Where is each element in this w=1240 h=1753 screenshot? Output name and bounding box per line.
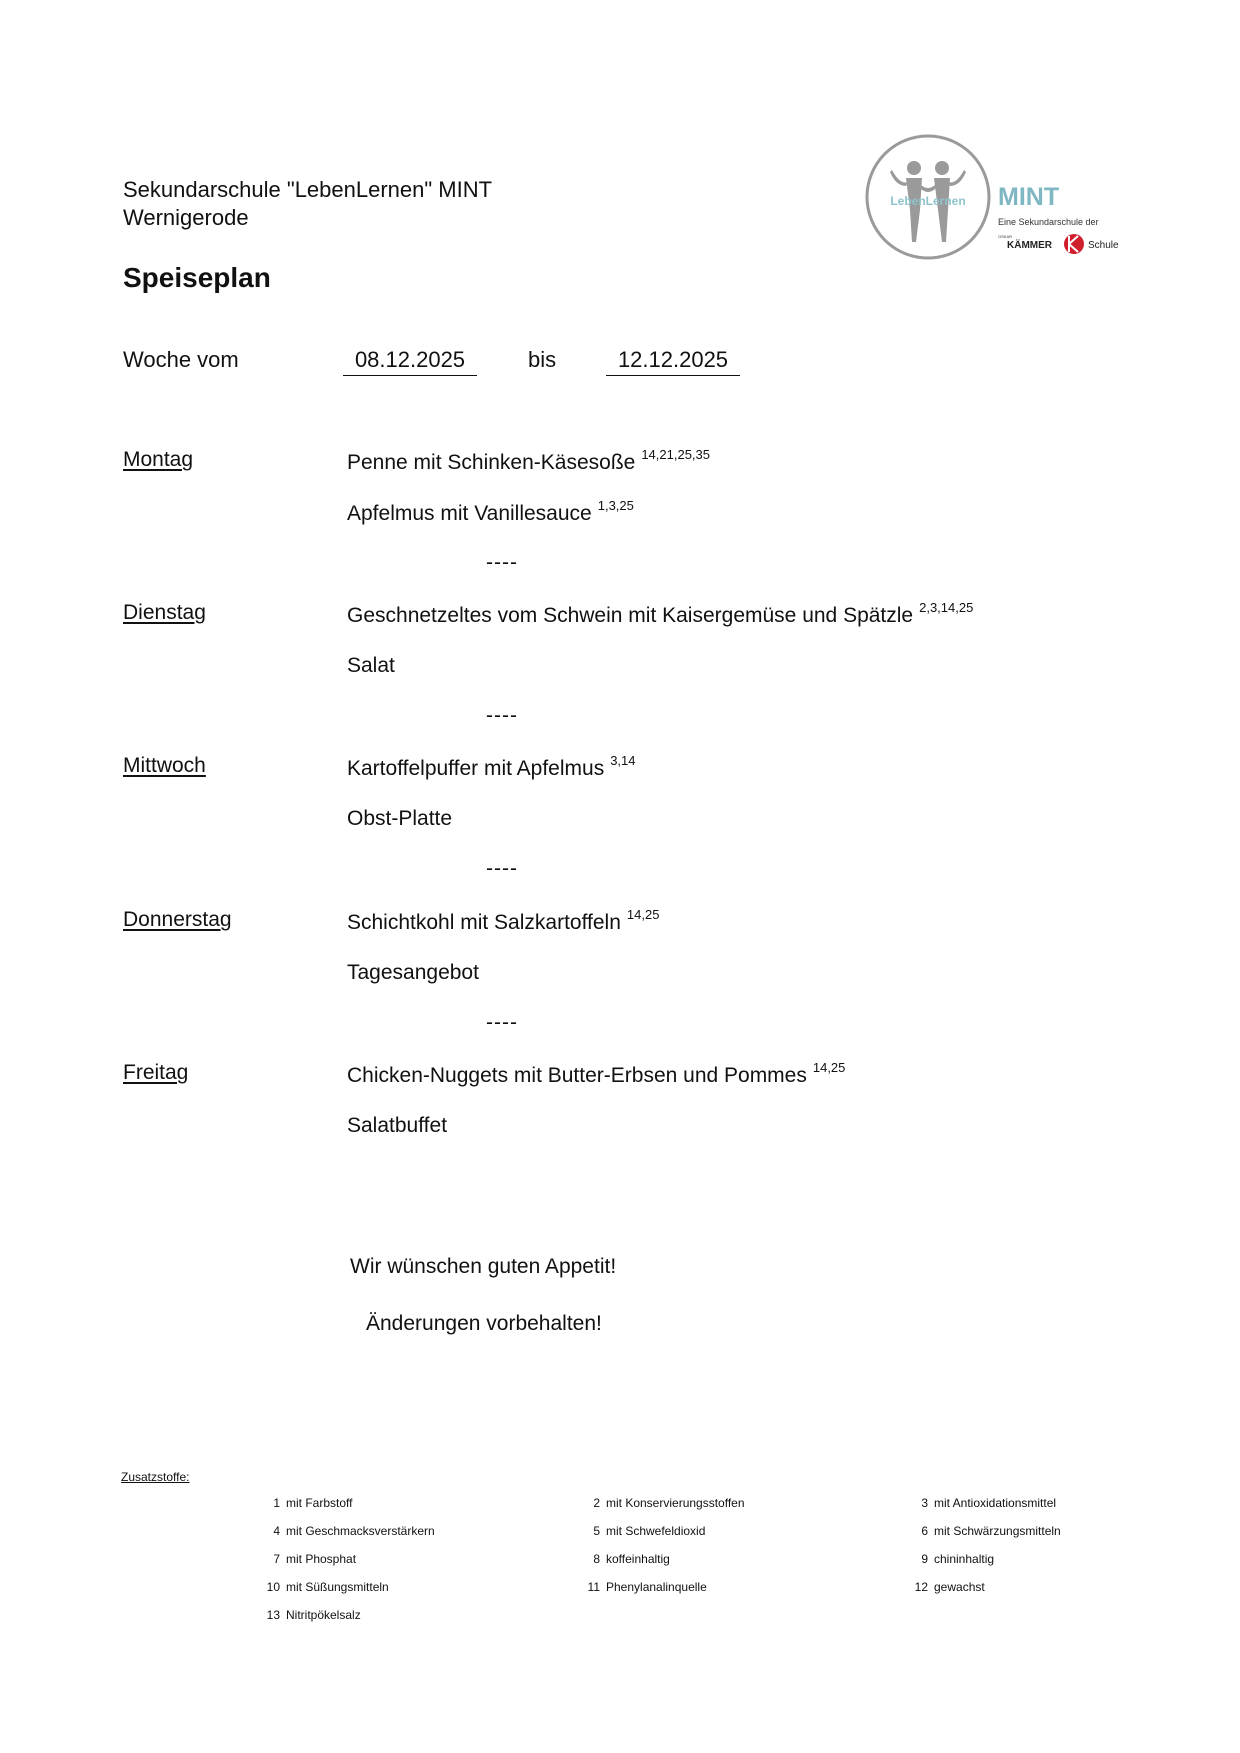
week-from-date: 08.12.2025 <box>343 347 477 376</box>
day-tuesday: Dienstag <box>123 601 206 624</box>
day-separator: ---- <box>486 857 518 880</box>
meal-wednesday-1 <box>347 753 636 781</box>
meal-friday-2 <box>347 1114 447 1138</box>
meal-text: Salat <box>347 654 395 677</box>
additive-item: 2 mit Konservierungsstoffen <box>593 1496 745 1510</box>
additive-item: 5 mit Schwefeldioxid <box>593 1524 706 1538</box>
meal-text: Chicken-Nuggets mit Butter-Erbsen und Pommes <box>347 1064 807 1087</box>
school-logo <box>862 130 1137 265</box>
allergen-codes: 14,25 <box>812 1060 846 1075</box>
additive-item: 4 mit Geschmacksverstärkern <box>273 1524 435 1538</box>
allergen-codes: 14,21,25,35 <box>641 447 711 462</box>
allergen-codes: 14,25 <box>626 907 660 922</box>
meal-text: Penne mit Schinken-Käsesoße <box>347 451 636 474</box>
meal-tuesday-2 <box>347 654 395 678</box>
additive-item: 8 koffeinhaltig <box>593 1552 670 1566</box>
day-friday: Freitag <box>123 1061 189 1084</box>
week-label: Woche vom <box>123 347 239 372</box>
logo-brand: MINT <box>998 183 1060 211</box>
additive-item: 12 gewachst <box>914 1580 985 1594</box>
logo-org: KÄMMER <box>1007 240 1052 251</box>
day-separator: ---- <box>486 704 518 727</box>
meal-text: Salatbuffet <box>347 1114 448 1137</box>
additive-item: 7 mit Phosphat <box>273 1552 357 1566</box>
day-wednesday: Mittwoch <box>123 754 206 777</box>
logo-k-icon <box>1064 234 1084 254</box>
meal-text: Obst-Platte <box>347 807 453 830</box>
meal-tuesday-1 <box>347 600 974 628</box>
meal-thursday-1 <box>347 907 660 935</box>
meal-monday-1 <box>347 447 711 475</box>
meal-text: Kartoffelpuffer mit Apfelmus <box>347 757 605 780</box>
meal-text: Tagesangebot <box>347 961 479 984</box>
week-to-label: bis <box>528 347 557 372</box>
additive-item: 3 mit Antioxidationsmittel <box>921 1496 1057 1510</box>
day-separator: ---- <box>486 551 518 574</box>
allergen-codes: 2,3,14,25 <box>919 600 974 615</box>
allergen-codes: 1,3,25 <box>597 498 634 513</box>
additives-title: Zusatzstoffe: <box>121 1470 190 1484</box>
additive-item: 1 mit Farbstoff <box>273 1496 353 1510</box>
school-name-line2: Wernigerode <box>123 205 249 230</box>
logo-small: OSKAR <box>998 234 1013 239</box>
week-to-date: 12.12.2025 <box>606 347 740 376</box>
additive-item: 13 Nitritpökelsalz <box>266 1608 361 1622</box>
school-name-line1: Sekundarschule "LebenLernen" MINT <box>123 177 493 202</box>
additive-item: 10 mit Süßungsmitteln <box>266 1580 389 1594</box>
logo-tagline: Eine Sekundarschule der <box>998 217 1099 227</box>
meal-monday-2 <box>347 498 634 526</box>
allergen-codes: 3,14 <box>610 753 636 768</box>
closing-changes: Änderungen vorbehalten! <box>366 1312 602 1335</box>
meal-text: Geschnetzeltes vom Schwein mit Kaisergemüse und Spätzle <box>347 604 914 627</box>
day-thursday: Donnerstag <box>123 908 232 931</box>
closing-appetit: Wir wünschen guten Appetit! <box>350 1255 617 1278</box>
page-title: Speiseplan <box>123 262 271 293</box>
additive-item: 6 mit Schwärzungsmitteln <box>921 1524 1061 1538</box>
meal-text: Schichtkohl mit Salzkartoffeln <box>347 911 621 934</box>
school-name <box>123 176 492 232</box>
logo-org-suffix: Schule <box>1088 240 1119 251</box>
additive-item: 11 Phenylanalinquelle <box>587 1580 707 1594</box>
meal-thursday-2 <box>347 961 479 985</box>
day-monday: Montag <box>123 448 194 471</box>
logo-ring-text: LebenLernen <box>890 194 966 208</box>
day-separator: ---- <box>486 1011 518 1034</box>
meal-friday-1 <box>347 1060 846 1088</box>
meal-text: Apfelmus mit Vanillesauce <box>347 502 592 525</box>
additive-item: 9 chininhaltig <box>921 1552 995 1566</box>
meal-wednesday-2 <box>347 807 452 831</box>
